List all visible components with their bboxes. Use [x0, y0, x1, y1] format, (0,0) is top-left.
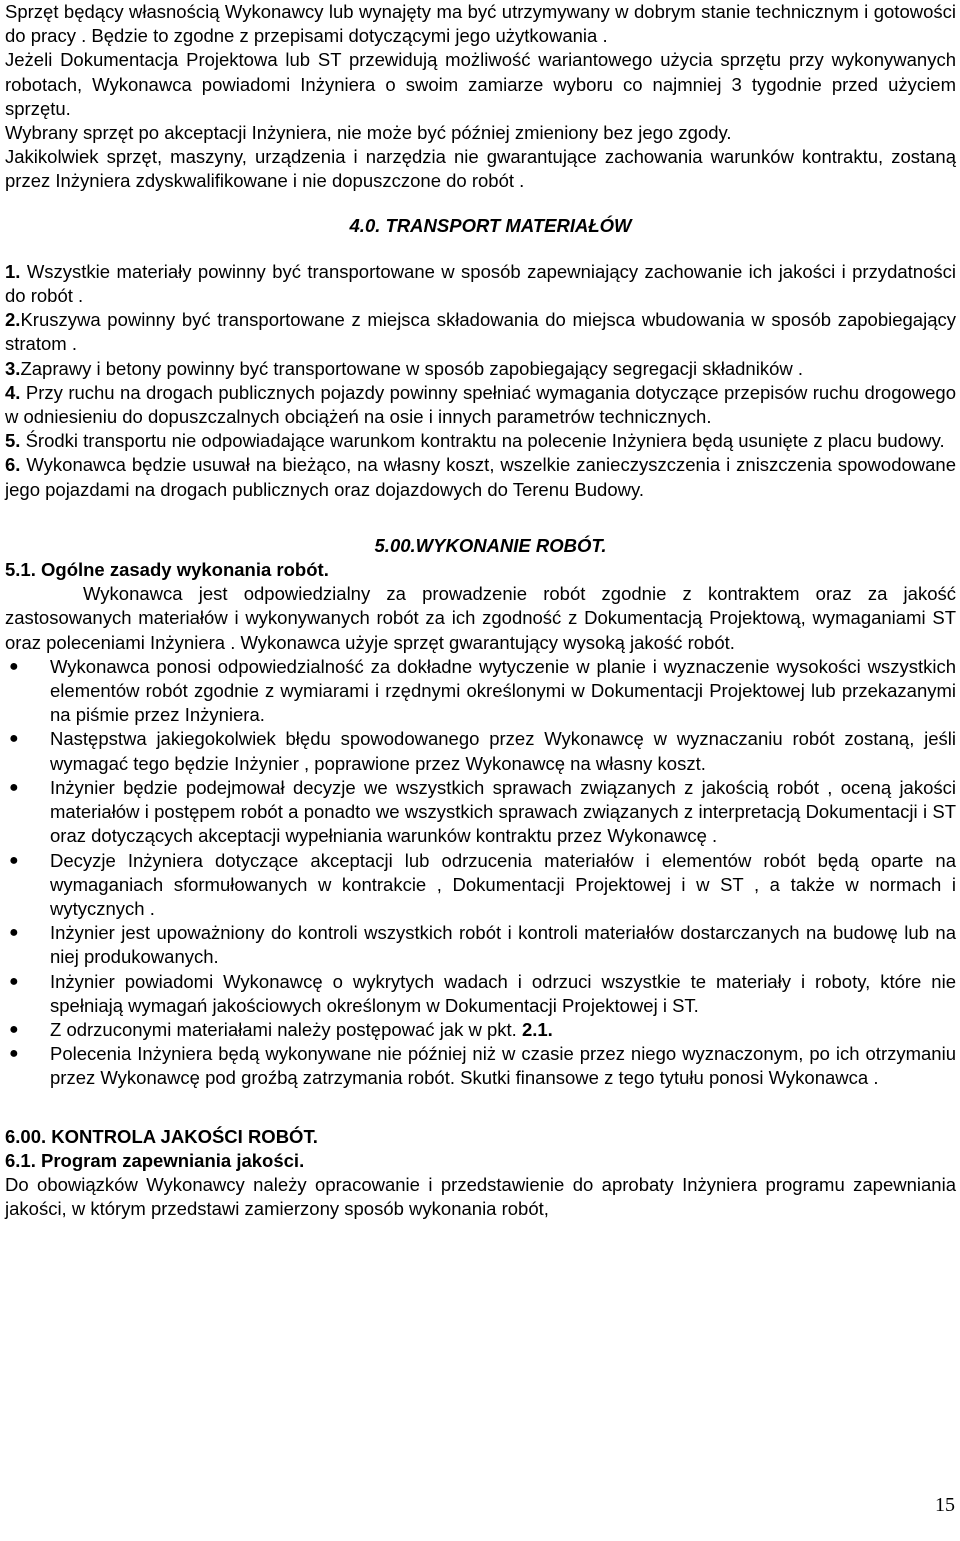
section-heading-kontrola: 6.00. KONTROLA JAKOŚCI ROBÓT.	[5, 1125, 318, 1147]
subsection-heading-5-1: 5.1. Ogólne zasady wykonania robót.	[5, 559, 329, 581]
list-item	[5, 655, 956, 728]
subsection-heading-6-1: 6.1. Program zapewniania jakości.	[5, 1149, 305, 1171]
transport-item-4	[5, 381, 956, 429]
bullet-icon: ●	[9, 778, 19, 796]
list-item	[5, 1018, 956, 1042]
list-item	[5, 849, 956, 922]
item-text: Kruszywa powinny być transportowane z miejsca składowania do miejsca wbudowania w sposób zapobiegający stratom .	[5, 309, 956, 355]
item-number: 1.	[5, 260, 21, 282]
bullet-text: Decyzje Inżyniera dotyczące akceptacji lub odrzucenia materiałów i elementów robót będą oparte na wymaganiach sformułowanych w kontrakcie , Dokumentacji Projektowej i w ST , a także w normach i wytycznych .	[50, 849, 956, 919]
bullet-icon: ●	[9, 972, 19, 990]
bullet-icon: ●	[9, 1045, 19, 1063]
bullet-text: Polecenia Inżyniera będą wykonywane nie później niż w czasie przez niego wyznaczonym, po ich otrzymaniu przez Wykonawcę pod groźbą zatrzymania robót. Skutki finansowe z tego tytułu ponosi Wykonawca .	[50, 1043, 956, 1089]
transport-item-1	[5, 260, 956, 308]
page-number: 15	[935, 1494, 955, 1516]
item-text: Wszystkie materiały powinny być transportowane w sposób zapewniający zachowanie ich jakości i przydatności do robót .	[5, 260, 956, 307]
item-text: Środki transportu nie odpowiadające warunkom kontraktu na polecenie Inżyniera będą usunięte z placu budowy.	[20, 430, 945, 452]
point-reference: 2.1.	[521, 1018, 553, 1040]
bullet-icon: ●	[9, 657, 19, 675]
transport-item-3	[5, 357, 956, 381]
item-text: Przy ruchu na drogach publicznych pojazdy powinny spełniać wymagania dotyczące przepisów ruchu drogowego w odniesieniu do dopuszczalnych obciążeń na osie i innych parametrów technicznych.	[5, 381, 956, 428]
transport-item-5	[5, 429, 956, 453]
list-item	[5, 970, 956, 1018]
intro-paragraph-4: Jakikolwiek sprzęt, maszyny, urządzenia i narzędzia nie gwarantujące zachowania warunków kontraktu, zostaną przez Inżyniera zdyskwalifikowane i nie dopuszczone do robót .	[5, 146, 956, 192]
transport-item-6	[5, 453, 956, 501]
item-number: 5.	[5, 430, 21, 452]
list-item	[5, 1042, 956, 1090]
item-text: Wykonawca będzie usuwał na bieżąco, na własny koszt, wszelkie zanieczyszczenia i zniszczenia spowodowane jego pojazdami na drogach publicznych oraz dojazdowych do Terenu Budowy.	[5, 454, 956, 500]
bullet-text: Inżynier jest upoważniony do kontroli wszystkich robót i kontroli materiałów dostarczanych na budowę lub na niej produkowanych.	[50, 922, 956, 968]
bullet-text-with-marker	[5, 582, 956, 655]
intro-paragraph-3: Wybrany sprzęt po akceptacji Inżyniera, nie może być później zmieniony bez jego zgody.	[5, 122, 732, 144]
transport-list	[5, 260, 956, 502]
bullet-text: Inżynier będzie podejmował decyzje we wszystkich sprawach związanych z jakością robót , oceną jakości materiałów i postępem robót a ponadto we wszystkich sprawach związanych z interpretacją Dokumentacji i ST oraz dotyczących akceptacji wypełniania warunków kontraktu przez Wykonawcę .	[50, 776, 956, 847]
list-item	[5, 727, 956, 775]
section-heading-transport: 4.0. TRANSPORT MATERIAŁÓW	[349, 214, 632, 236]
bullet-icon: ●	[9, 851, 19, 869]
bullet-icon: ●	[9, 730, 19, 748]
wykonanie-bullet-list	[5, 582, 956, 1090]
section-heading-wykonanie: 5.00.WYKONANIE ROBÓT.	[374, 534, 607, 556]
section6-paragraph: Do obowiązków Wykonawcy należy opracowanie i przedstawienie do aprobaty Inżyniera programu zapewniania jakości, w którym przedstawi zamierzony sposób wykonania robót,	[5, 1173, 956, 1220]
bullet-text: Wykonawca jest odpowiedzialny za prowadzenie robót zgodnie z kontraktem oraz za jakość zastosowanych materiałów i wykonywanych robót za ich zgodność z Dokumentacją Projektową, wymaganiami ST oraz poleceniami Inżyniera . Wykonawca użyje sprzęt gwarantujący wysoką jakość robót.	[5, 583, 956, 653]
bullet-text: Następstwa jakiegokolwiek błędu spowodowanego przez Wykonawcę w wyznaczaniu robót zostaną, jeśli wymagać tego będzie Inżynier , poprawione przez Wykonawcę na własny koszt.	[50, 728, 956, 774]
bullet-text: Z odrzuconymi materiałami należy postępować jak w pkt.	[50, 1018, 517, 1040]
item-text: Zaprawy i betony powinny być transportowane w sposób zapobiegający segregacji składników .	[20, 357, 804, 379]
bullet-text: Inżynier powiadomi Wykonawcę o wykrytych wadach i odrzuci wszystkie te materiały i roboty, które nie spełniają wymagań jakościowych określonym w Dokumentacji Projektowej i ST.	[50, 970, 956, 1016]
item-number: 4.	[5, 381, 21, 403]
intro-paragraph-2: Jeżeli Dokumentacja Projektowa lub ST przewidują możliwość wariantowego użycia sprzętu przy wykonywanych robotach, Wykonawca powiadomi Inżyniera o swoim zamiarze wyboru co najmniej 3 tygodnie przed użyciem sprzętu.	[5, 49, 956, 119]
list-item	[5, 921, 956, 969]
list-item	[5, 776, 956, 849]
bullet-icon: ●	[9, 1020, 19, 1038]
transport-item-2	[5, 308, 956, 356]
item-number: 2.	[5, 309, 21, 331]
bullet-icon: ●	[9, 924, 19, 942]
intro-paragraph-1: Sprzęt będący własnością Wykonawcy lub wynajęty ma być utrzymywany w dobrym stanie technicznym i gotowości do pracy . Będzie to zgodne z przepisami dotyczącymi jego użytkowania .	[5, 1, 956, 47]
bullet-text: Wykonawca ponosi odpowiedzialność za dokładne wytyczenie w planie i wyznaczenie wysokości wszystkich elementów robót zgodnie z wymiarami i rzędnymi określonymi w Dokumentacji Projektowej lub przekazanymi na piśmie przez Inżyniera.	[50, 655, 956, 726]
item-number: 6.	[5, 454, 21, 476]
list-item	[5, 582, 956, 655]
item-number: 3.	[5, 357, 21, 379]
